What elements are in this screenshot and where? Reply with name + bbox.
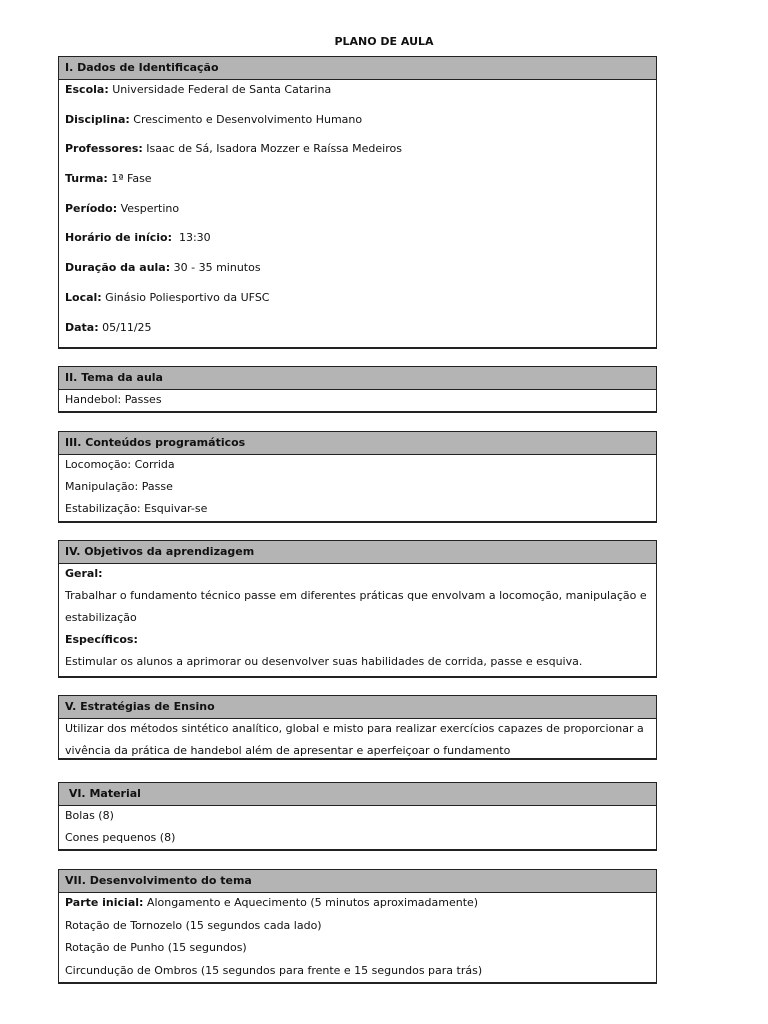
teachers-row: Professores: Isaac de Sá, Isadora Mozzer e Raíssa Medeiros — [65, 142, 402, 156]
section-header: V. Estratégias de Ensino — [59, 696, 656, 719]
section-development — [58, 869, 657, 984]
section-objectives — [58, 540, 657, 678]
location-row: Local: Ginásio Poliesportivo da UFSC — [65, 290, 270, 304]
material-item: Bolas (8) — [65, 809, 114, 822]
section-identification — [58, 56, 657, 349]
section-strategies — [58, 695, 657, 760]
date-row: Data: 05/11/25 — [65, 320, 152, 334]
material-item: Cones pequenos (8) — [65, 831, 176, 844]
section-header: VII. Desenvolvimento do tema — [59, 870, 656, 893]
activity-item: Rotação de Punho (15 segundos) — [65, 941, 247, 954]
discipline-row: Disciplina: Crescimento e Desenvolvimento Humano — [65, 112, 363, 126]
section-header: III. Conteúdos programáticos — [59, 432, 656, 455]
content-item: Estabilização: Esquivar-se — [65, 502, 208, 515]
period-row: Período: Vespertino — [65, 201, 180, 215]
initial-part-row: Parte inicial: Alongamento e Aquecimento (5 minutos aproximadamente) — [65, 896, 479, 909]
content-item: Locomoção: Corrida — [65, 458, 175, 471]
theme-text: Handebol: Passes — [65, 393, 162, 406]
duration-row: Duração da aula: 30 - 35 minutos — [65, 261, 261, 275]
specific-text: Estimular os alunos a aprimorar ou desenvolver suas habilidades de corrida, passe e esquiva. — [65, 655, 583, 668]
activity-item: Circundução de Ombros (15 segundos para frente e 15 segundos para trás) — [65, 963, 483, 977]
specific-label: Específicos: — [65, 633, 138, 646]
activity-item: Rotação de Tornozelo (15 segundos cada lado) — [65, 918, 322, 932]
start-time-row: Horário de início: 13:30 — [65, 231, 211, 245]
general-label: Geral: — [65, 567, 103, 580]
general-text-line: Trabalhar o fundamento técnico passe em diferentes práticas que envolvam a locomoção, manipulação e — [65, 589, 647, 602]
strategy-text-line: vivência da prática de handebol além de apresentar e aperfeiçoar o fundamento — [65, 744, 511, 757]
section-material — [58, 782, 657, 851]
section-contents — [58, 431, 657, 523]
section-header: VI. Material — [59, 783, 656, 806]
school-row: Escola: Universidade Federal de Santa Catarina — [65, 83, 332, 96]
section-header: IV. Objetivos da aprendizagem — [59, 541, 656, 564]
section-header: II. Tema da aula — [59, 367, 656, 390]
strategy-text-line: Utilizar dos métodos sintético analítico, global e misto para realizar exercícios capazes de proporcionar a — [65, 722, 644, 735]
general-text-line: estabilização — [65, 611, 137, 624]
document-title: PLANO DE AULA — [334, 35, 434, 48]
content-item: Manipulação: Passe — [65, 480, 173, 493]
class-row: Turma: 1ª Fase — [65, 172, 152, 186]
section-theme — [58, 366, 657, 413]
section-header: I. Dados de Identificação — [59, 57, 656, 80]
